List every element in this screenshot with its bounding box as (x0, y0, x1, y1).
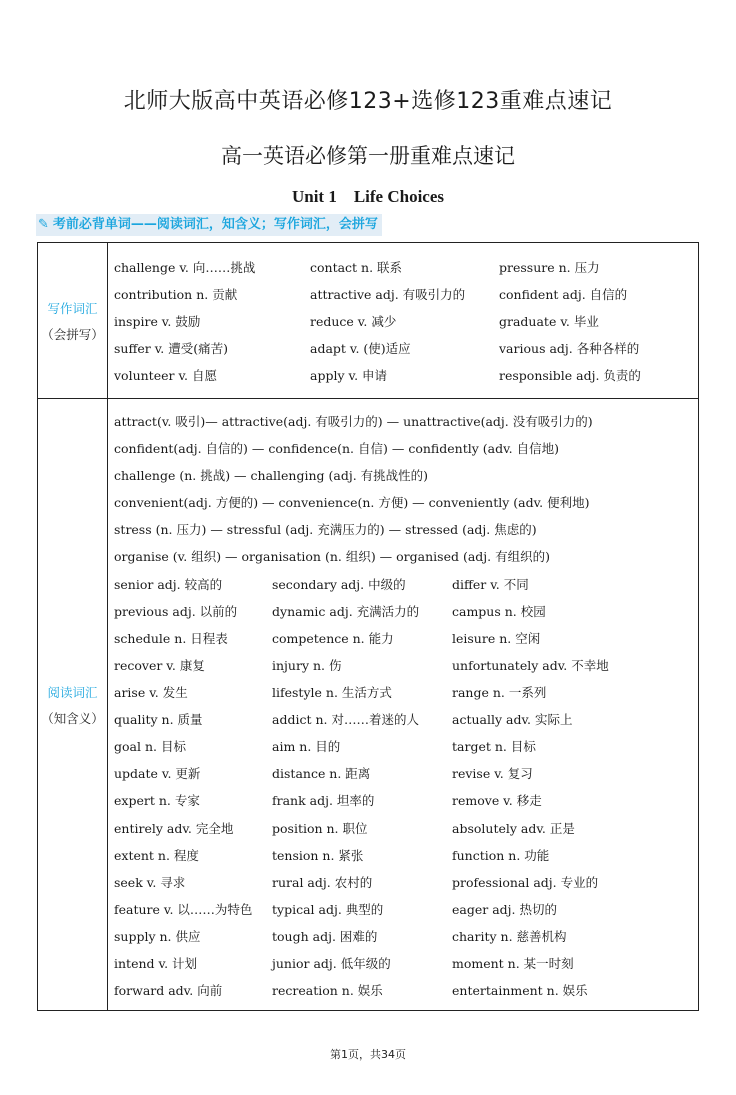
vocab-item: function n. 功能 (452, 847, 550, 863)
reading-sublabel: （知含义） (41, 711, 104, 726)
vocab-item: eager adj. 热切的 (452, 901, 557, 917)
writing-label: 写作词汇 (47, 300, 98, 316)
vocab-item: injury n. 伤 (272, 657, 342, 673)
vocab-item: addict n. 对……着迷的人 (272, 712, 419, 728)
vocab-item: feature v. 以……为特色 (114, 901, 253, 917)
vocab-item: previous adj. 以前的 (114, 603, 238, 619)
vocab-item: reduce v. 减少 (310, 314, 397, 329)
section-heading-text: 考前必背单词——阅读词汇，知含义；写作词汇，会拼写 (52, 217, 378, 232)
word-family-line: confident(adj. 自信的) — confidence(n. 自信) — confidently (adv. 自信地) (114, 441, 559, 456)
vocab-item: position n. 职位 (272, 820, 368, 836)
vocab-item: distance n. 距离 (272, 766, 371, 782)
vocab-item: quality n. 质量 (114, 712, 203, 728)
vocab-item: recreation n. 娱乐 (272, 983, 383, 999)
vocab-item: challenge v. 向……挑战 (114, 260, 256, 275)
vocab-item: entirely adv. 完全地 (114, 820, 234, 836)
vocab-item: intend v. 计划 (114, 956, 198, 971)
vocab-item: aim n. 目的 (272, 739, 341, 755)
vocab-item: tension n. 紧张 (272, 847, 364, 863)
vocab-item: forward adv. 向前 (114, 983, 223, 999)
vocab-item: actually adv. 实际上 (452, 712, 573, 728)
word-family-line: organise (v. 组织) — organisation (n. 组织) — organised (adj. 有组织的) (114, 549, 550, 564)
vocab-item: frank adj. 坦率的 (272, 793, 375, 809)
vocab-item: tough adj. 困难的 (272, 928, 378, 944)
vocab-item: target n. 目标 (452, 739, 536, 755)
vocab-item: recover v. 康复 (114, 657, 205, 673)
vocab-item: adapt v. (使)适应 (310, 341, 411, 356)
vocab-item: unfortunately adv. 不幸地 (452, 657, 609, 673)
vocab-item: charity n. 慈善机构 (452, 928, 567, 944)
vocab-item: inspire v. 鼓励 (114, 314, 201, 329)
word-family-line: challenge (n. 挑战) — challenging (adj. 有挑战性的) (114, 468, 429, 483)
word-family-line: convenient(adj. 方便的) — convenience(n. 方便) — conveniently (adv. 便利地) (114, 495, 590, 510)
vocabulary-table (37, 242, 699, 1011)
vocab-item: graduate v. 毕业 (499, 314, 599, 329)
vocab-item: seek v. 寻求 (114, 874, 186, 890)
vocab-item: suffer v. 遭受(痛苦) (114, 341, 228, 356)
vocab-item: moment n. 某一时刻 (452, 956, 574, 971)
vocab-item: campus n. 校园 (452, 603, 546, 619)
vocab-item: professional adj. 专业的 (452, 874, 599, 890)
vocab-item: extent n. 程度 (114, 847, 199, 863)
document-title: 北师大版高中英语必修123+选修123重难点速记 (123, 89, 613, 114)
vocab-item: supply n. 供应 (114, 928, 201, 944)
vocab-item: entertainment n. 娱乐 (452, 983, 588, 999)
document-subtitle: 高一英语必修第一册重难点速记 (221, 144, 515, 168)
word-family-line: attract(v. 吸引)— attractive(adj. 有吸引力的) — unattractive(adj. 没有吸引力的) (114, 414, 593, 429)
vocab-item: absolutely adv. 正是 (452, 820, 575, 836)
vocab-item: competence n. 能力 (272, 630, 394, 646)
section-heading (36, 214, 382, 236)
vocab-item: dynamic adj. 充满活力的 (272, 603, 420, 619)
vocab-item: range n. 一系列 (452, 685, 547, 700)
vocab-item: various adj. 各种各样的 (499, 341, 640, 356)
vocab-item: contribution n. 贡献 (114, 287, 238, 302)
vocab-item: attractive adj. 有吸引力的 (310, 287, 466, 302)
reading-words (114, 399, 692, 1011)
vocab-item: responsible adj. 负责的 (499, 368, 641, 383)
vocab-item: leisure n. 空闲 (452, 630, 541, 646)
vocab-item: lifestyle n. 生活方式 (272, 685, 392, 700)
vocab-item: differ v. 不同 (452, 576, 529, 592)
vocab-item: schedule n. 日程表 (114, 630, 228, 646)
vocab-item: goal n. 目标 (114, 739, 186, 755)
writing-vocab-row (38, 243, 698, 399)
vocab-item: confident adj. 自信的 (499, 287, 628, 302)
writing-words (114, 243, 692, 398)
pencil-icon: ✎ (38, 217, 49, 232)
vocab-item: volunteer v. 自愿 (114, 368, 217, 383)
vocab-item: junior adj. 低年级的 (272, 956, 391, 971)
vocab-item: contact n. 联系 (310, 260, 403, 275)
writing-label-cell (38, 243, 108, 398)
vocab-item: expert n. 专家 (114, 793, 200, 809)
unit-heading: Unit 1 Life Choices (291, 187, 445, 206)
vocab-item: secondary adj. 中级的 (272, 576, 406, 592)
vocab-item: remove v. 移走 (452, 793, 542, 809)
page-footer: 第1页，共34页 (330, 1048, 406, 1061)
vocab-item: arise v. 发生 (114, 685, 188, 700)
writing-sublabel: （会拼写） (41, 326, 104, 342)
reading-vocab-row (38, 399, 698, 1011)
word-family-line: stress (n. 压力) — stressful (adj. 充满压力的) — stressed (adj. 焦虑的) (114, 522, 537, 537)
vocab-item: revise v. 复习 (452, 766, 533, 782)
vocab-item: update v. 更新 (114, 766, 201, 782)
vocab-item: pressure n. 压力 (499, 260, 600, 275)
vocab-item: rural adj. 农村的 (272, 874, 373, 890)
vocab-item: typical adj. 典型的 (272, 901, 384, 917)
vocab-item: apply v. 申请 (310, 368, 388, 383)
reading-label: 阅读词汇 (47, 685, 98, 700)
vocab-item: senior adj. 较高的 (114, 576, 223, 592)
reading-label-cell (38, 399, 108, 1011)
